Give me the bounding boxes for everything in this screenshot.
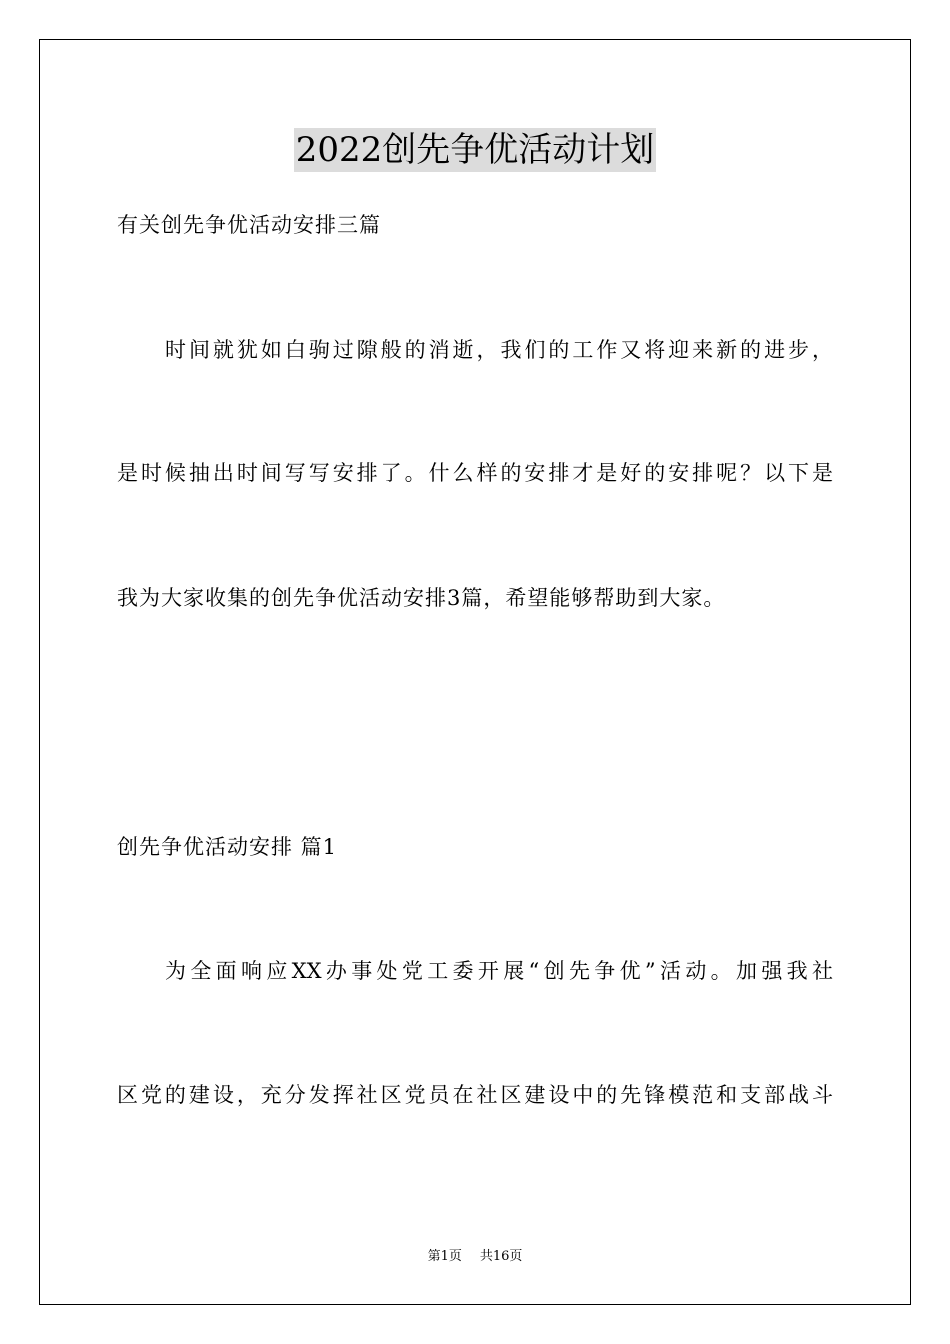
- section-paragraph-line-1: 为全面响应XX办事处党工委开展“创先争优”活动。加强我社: [165, 959, 833, 983]
- intro-paragraph-line-3: 我为大家收集的创先争优活动安排3篇，希望能够帮助到大家。: [117, 586, 726, 610]
- page-total: 共16页: [479, 1249, 523, 1264]
- intro-paragraph-line-2: 是时候抽出时间写写安排了。什么样的安排才是好的安排呢？以下是: [117, 461, 833, 485]
- document-subtitle: 有关创先争优活动安排三篇: [117, 213, 381, 237]
- page-footer: [0, 1248, 950, 1266]
- document-title: 2022创先争优活动计划: [295, 130, 655, 170]
- page-number: 第1页: [427, 1249, 462, 1264]
- intro-paragraph-line-1: 时间就犹如白驹过隙般的消逝，我们的工作又将迎来新的进步，: [165, 338, 833, 362]
- section-paragraph-line-2: 区党的建设，充分发挥社区党员在社区建设中的先锋模范和支部战斗: [117, 1083, 833, 1107]
- section-heading: 创先争优活动安排 篇1: [117, 835, 338, 859]
- title-container: [0, 128, 950, 172]
